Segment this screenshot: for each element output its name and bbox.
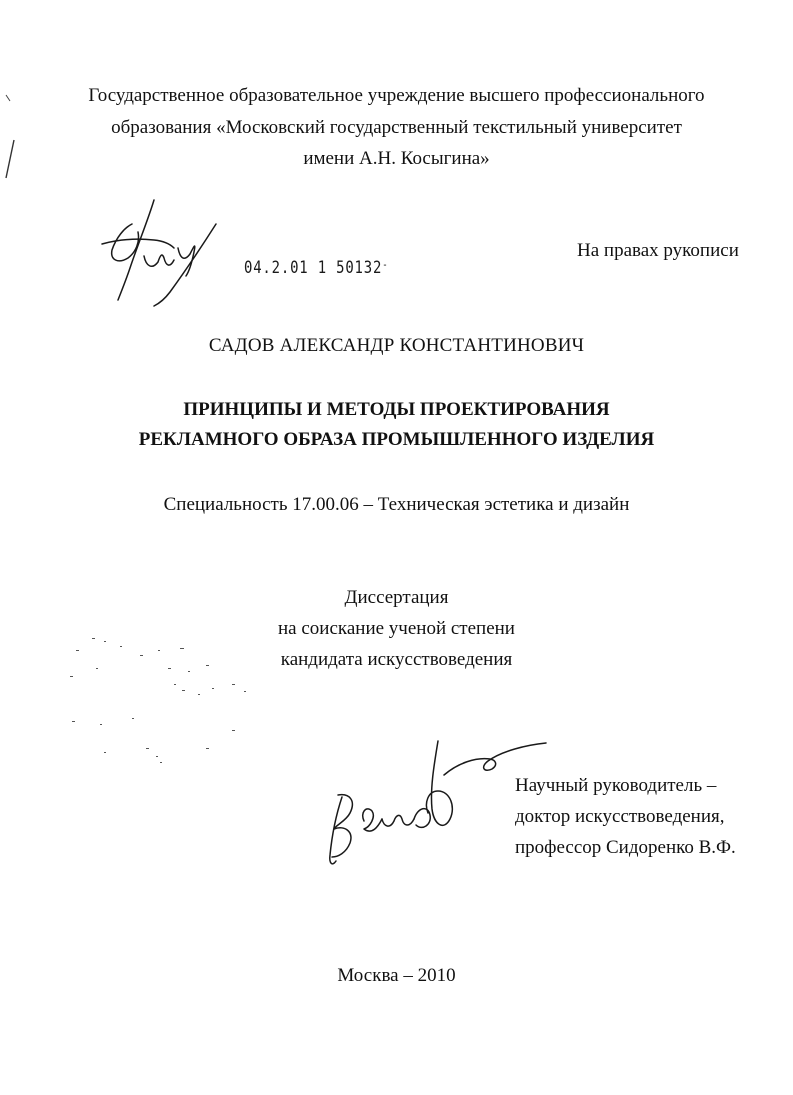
degree-line-2: на соискание ученой степени [278,618,515,639]
degree-line-1: Диссертация [344,587,449,608]
institution-line-3: имени А.Н. Косыгина» [303,148,490,169]
city-year: Москва – 2010 [337,965,456,986]
institution-line-1: Государственное образовательное учреждение высшего профессионального [88,85,705,106]
title-line-2: РЕКЛАМНОГО ОБРАЗА ПРОМЫШЛЕННОГО ИЗДЕЛИЯ [138,429,655,450]
signature-top [98,196,228,308]
supervisor-line-1: Научный руководитель – [515,775,717,796]
specialty: Специальность 17.00.06 – Техническая эстетика и дизайн [163,494,630,515]
title-line-1: ПРИНЦИПЫ И МЕТОДЫ ПРОЕКТИРОВАНИЯ [183,399,610,420]
supervisor-line-3: профессор Сидоренко В.Ф. [515,837,736,858]
author-name: САДОВ АЛЕКСАНДР КОНСТАНТИНОВИЧ [208,335,585,356]
manuscript-rights: На правах рукописи [577,240,739,261]
degree-line-3: кандидата искусствоведения [280,649,513,670]
supervisor-line-2: доктор искусствоведения, [515,806,725,827]
institution-line-2: образования «Московский государственный текстильный университет [111,117,682,138]
archive-stamp-number: 04.2.01 1 50132 [244,258,383,278]
archive-stamp [244,258,388,278]
stamp-dash-mark: - [382,258,389,271]
